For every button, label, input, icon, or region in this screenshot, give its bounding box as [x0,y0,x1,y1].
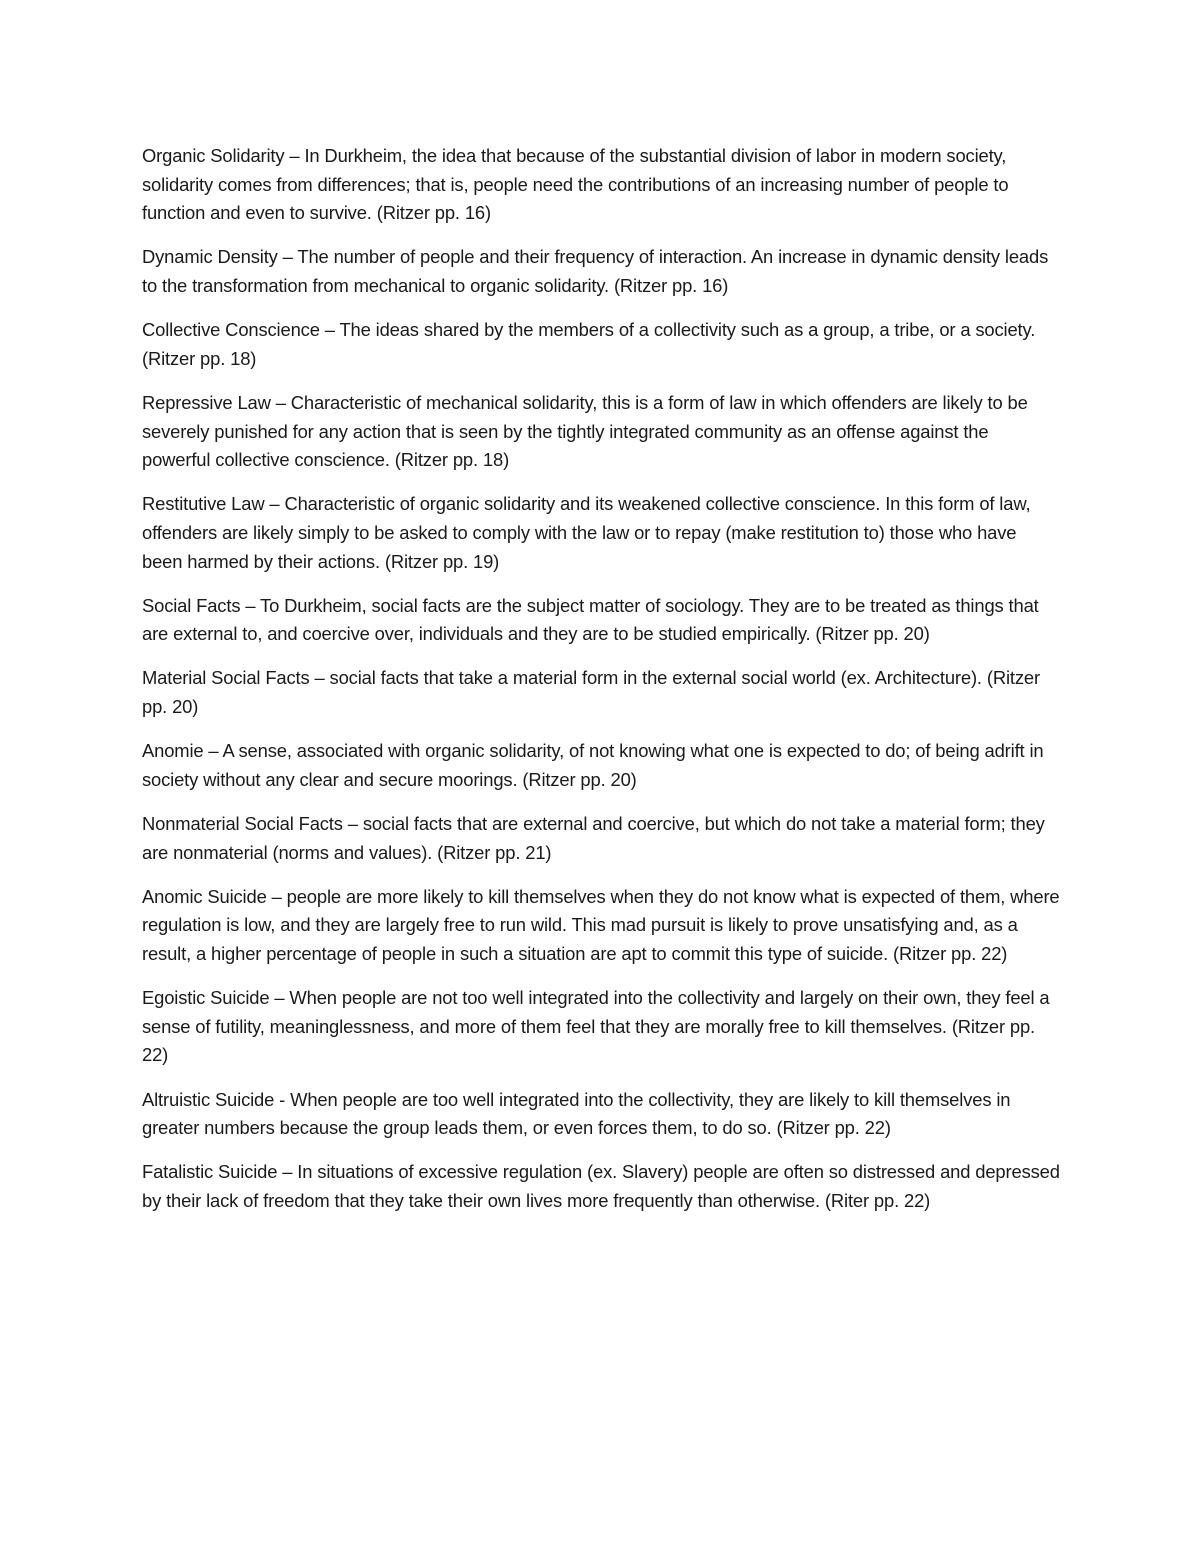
entry-restitutive-law: Restitutive Law – Characteristic of organic solidarity and its weakened collective conscience. In this form of law, offenders are likely simply to be asked to comply with the law or to repay (make restitution to) those who have been harmed by their actions. (Ritzer pp. 19) [142,493,1031,572]
entry-dynamic-density: Dynamic Density – The number of people and their frequency of interaction. An increase in dynamic density leads to the transformation from mechanical to organic solidarity. (Ritzer pp. 16) [142,246,1049,296]
entry-anomie: Anomie – A sense, associated with organic solidarity, of not knowing what one is expected to do; of being adrift in society without any clear and secure moorings. (Ritzer pp. 20) [142,740,1044,790]
entry-nonmaterial-social-facts: Nonmaterial Social Facts – social facts that are external and coercive, but which do not take a material form; they are nonmaterial (norms and values). (Ritzer pp. 21) [142,813,1045,863]
entry-social-facts: Social Facts – To Durkheim, social facts are the subject matter of sociology. They are to be treated as things that are external to, and coercive over, individuals and they are to be studied empirically. (Ritzer pp. 20) [142,594,1039,645]
entry-collective-conscience: Collective Conscience – The ideas shared by the members of a collectivity such as a group, a tribe, or a society. (Ritzer pp. 18) [142,319,1036,369]
entry-organic-solidarity: Organic Solidarity – In Durkheim, the idea that because of the substantial division of labor in modern society, solidarity comes from differences; that is, people need the contributions of an increasing number of people to function and even to survive. (Ritzer pp. 16) [142,145,1009,224]
entry-material-social-facts: Material Social Facts – social facts that take a material form in the external social world (ex. Architecture). (Ritzer pp. 20) [142,667,1040,718]
entry-egoistic-suicide: Egoistic Suicide – When people are not too well integrated into the collectivity and largely on their own, they feel a sense of futility, meaninglessness, and more of them feel that they are morally free to kill themselves. (Ritzer pp. 22) [142,987,1050,1066]
entry-anomic-suicide: Anomic Suicide – people are more likely to kill themselves when they do not know what is expected of them, where regulation is low, and they are largely free to run wild. This mad pursuit is likely to prove unsatisfying and, as a result, a higher percentage of people in such a situation are apt to commit this type of suicide. (Ritzer pp. 22) [142,885,1060,964]
entry-fatalistic-suicide: Fatalistic Suicide – In situations of excessive regulation (ex. Slavery) people are often so distressed and depressed by their lack of freedom that they take their own lives more frequently than otherwise. (Riter pp. 22) [142,1161,1060,1211]
glossary-text [142,142,1060,1231]
entry-altruistic-suicide: Altruistic Suicide - When people are too well integrated into the collectivity, they are likely to kill themselves in greater numbers because the group leads them, or even forces them, to do so. (Ritzer pp. 22) [142,1088,1011,1139]
entry-repressive-law: Repressive Law – Characteristic of mechanical solidarity, this is a form of law in which offenders are likely to be severely punished for any action that is seen by the tightly integrated community as an offense against the powerful collective conscience. (Ritzer pp. 18) [142,391,1028,471]
